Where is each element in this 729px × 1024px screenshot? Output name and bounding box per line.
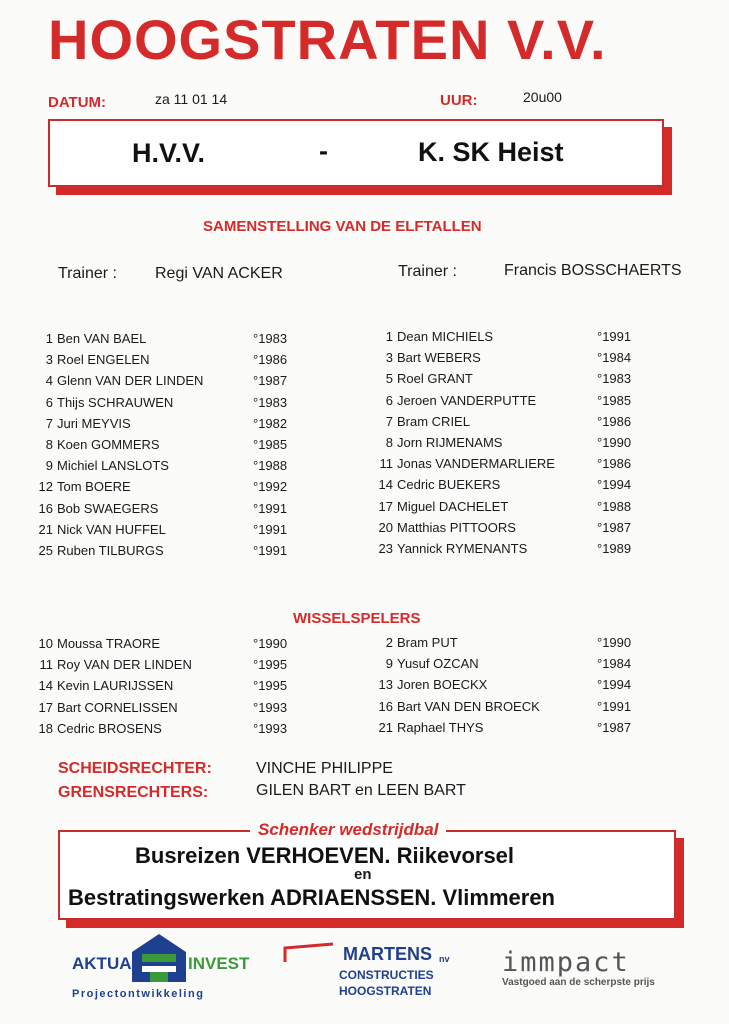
player-name: Glenn VAN DER LINDEN (57, 373, 204, 389)
immpact-logo (500, 947, 690, 997)
player-number: 2 (385, 635, 393, 650)
player-number: 20 (378, 519, 393, 535)
player-row (36, 498, 306, 519)
player-birth-year: °1986 (253, 352, 288, 368)
player-number: 1 (45, 331, 53, 346)
away-trainer-label: Trainer : (398, 263, 457, 280)
martens-sub-1: CONSTRUCTIES (339, 968, 434, 982)
player-name: Bart CORNELISSEN (57, 699, 178, 715)
player-birth-year: °1991 (597, 698, 632, 714)
player-birth-year: °1983 (253, 394, 288, 410)
player-name: Roel ENGELEN (57, 352, 150, 368)
player-number: 21 (378, 719, 393, 735)
referee-name: VINCHE PHILIPPE (256, 760, 393, 777)
player-birth-year: °1984 (597, 350, 632, 366)
player-birth-year: °1988 (597, 498, 632, 514)
player-row (36, 349, 306, 370)
player-number: 7 (385, 413, 393, 429)
player-number: 21 (38, 521, 53, 537)
uur-label: UUR: (440, 92, 478, 109)
player-name: Jeroen VANDERPUTTE (397, 392, 537, 408)
away-trainer: Francis BOSSCHAERTS (504, 262, 682, 279)
player-birth-year: °1983 (253, 331, 288, 346)
lineup-title: SAMENSTELLING VAN DE ELFTALLEN (203, 218, 482, 235)
player-birth-year: °1987 (597, 719, 632, 735)
aktua-text: AKTUA (72, 954, 132, 973)
player-name: Roy VAN DER LINDEN (57, 657, 192, 673)
player-name: Bart WEBERS (397, 350, 481, 366)
player-name: Koen GOMMERS (57, 436, 160, 452)
player-row (376, 368, 646, 389)
player-name: Miguel DACHELET (397, 498, 509, 514)
away-team: K. SK Heist (418, 137, 564, 167)
player-name: Matthias PITTOORS (397, 519, 516, 535)
player-number: 8 (385, 434, 393, 450)
player-row (376, 474, 646, 495)
player-row (376, 674, 646, 695)
immpact-subtitle: Vastgoed aan de scherpste prijs (502, 977, 655, 988)
player-birth-year: °1989 (597, 540, 632, 556)
player-row (36, 392, 306, 413)
home-trainer: Regi VAN ACKER (155, 265, 283, 282)
player-number: 25 (38, 542, 53, 558)
sponsor-line-2: Bestratingswerken ADRIAENSSEN. Vlimmeren (68, 885, 555, 910)
player-name: Cedric BUEKERS (397, 477, 501, 493)
player-number: 3 (385, 350, 393, 366)
player-row (36, 654, 306, 675)
player-row (36, 455, 306, 476)
immpact-text: immpact (502, 947, 630, 978)
martens-logo (283, 942, 483, 1002)
player-row (376, 632, 646, 653)
linesmen-label: GRENSRECHTERS: (58, 784, 209, 801)
player-name: Yusuf OZCAN (397, 656, 479, 672)
player-birth-year: °1986 (597, 413, 632, 429)
player-name: Bob SWAEGERS (57, 500, 159, 516)
player-name: Bram CRIEL (397, 413, 470, 429)
player-birth-year: °1991 (253, 521, 288, 537)
player-number: 4 (45, 373, 53, 389)
player-name: Jonas VANDERMARLIERE (397, 456, 555, 472)
home-lineup-list (36, 328, 306, 561)
player-birth-year: °1983 (597, 371, 632, 387)
player-row (376, 326, 646, 347)
martens-nv: nv (439, 954, 450, 964)
player-birth-year: °1993 (253, 720, 288, 736)
player-number: 17 (378, 498, 393, 514)
player-number: 10 (38, 636, 53, 651)
datum-label: DATUM: (48, 94, 107, 111)
player-row (376, 347, 646, 368)
martens-text: MARTENS (343, 944, 432, 964)
player-birth-year: °1995 (253, 657, 288, 673)
player-birth-year: °1987 (597, 519, 632, 535)
player-row (376, 653, 646, 674)
player-name: Joren BOECKX (397, 677, 488, 693)
player-name: Bram PUT (397, 635, 458, 650)
player-number: 3 (45, 352, 53, 368)
aktua-subtitle: Projectontwikkeling (72, 988, 205, 1000)
player-row (36, 328, 306, 349)
player-birth-year: °1990 (253, 636, 288, 651)
player-number: 9 (45, 458, 53, 474)
player-number: 18 (38, 720, 53, 736)
player-row (36, 718, 306, 739)
player-row (36, 540, 306, 561)
player-birth-year: °1993 (253, 699, 288, 715)
player-row (376, 432, 646, 453)
subs-title: WISSELSPELERS (293, 610, 421, 627)
player-number: 16 (378, 698, 393, 714)
player-row (376, 696, 646, 717)
player-row (36, 633, 306, 654)
aktua-house-icon (128, 932, 190, 984)
player-name: Michiel LANSLOTS (57, 458, 169, 474)
player-row (36, 697, 306, 718)
player-row (376, 453, 646, 474)
player-row (376, 717, 646, 738)
player-number: 14 (378, 477, 393, 493)
player-name: Roel GRANT (397, 371, 473, 387)
player-number: 6 (45, 394, 53, 410)
player-row (36, 434, 306, 455)
home-team: H.V.V. (132, 138, 206, 168)
player-birth-year: °1990 (597, 635, 632, 650)
player-number: 23 (378, 540, 393, 556)
player-row (36, 476, 306, 497)
player-birth-year: °1994 (597, 477, 632, 493)
invest-text: INVEST (188, 954, 250, 973)
player-row (376, 411, 646, 432)
player-birth-year: °1985 (253, 436, 288, 452)
player-name: Kevin LAURIJSSEN (57, 678, 174, 694)
page-title: HOOGSTRATEN V.V. (48, 8, 607, 71)
player-birth-year: °1991 (253, 500, 288, 516)
player-number: 17 (38, 699, 53, 715)
player-birth-year: °1986 (597, 456, 632, 472)
player-row (376, 496, 646, 517)
player-number: 13 (378, 677, 393, 693)
aktua-invest-logo (70, 932, 255, 1004)
player-name: Ruben TILBURGS (57, 542, 164, 558)
player-number: 11 (39, 657, 53, 673)
player-birth-year: °1984 (597, 656, 632, 672)
player-name: Jorn RIJMENAMS (397, 434, 503, 450)
uur-value: 20u00 (523, 89, 562, 105)
player-row (36, 413, 306, 434)
player-birth-year: °1995 (253, 678, 288, 694)
player-name: Cedric BROSENS (57, 720, 162, 736)
player-birth-year: °1991 (597, 329, 632, 344)
player-name: Bart VAN DEN BROECK (397, 698, 540, 714)
home-subs-list (36, 633, 306, 739)
player-number: 9 (385, 656, 393, 672)
player-number: 12 (38, 479, 53, 495)
martens-sub-2: HOOGSTRATEN (339, 984, 432, 998)
player-birth-year: °1990 (597, 434, 632, 450)
player-row (376, 390, 646, 411)
match-separator: - (319, 136, 328, 166)
away-lineup-list (376, 326, 646, 559)
player-name: Yannick RYMENANTS (397, 540, 528, 556)
player-birth-year: °1987 (253, 373, 288, 389)
player-row (36, 370, 306, 391)
datum-value: za 11 01 14 (155, 91, 228, 107)
player-name: Tom BOERE (57, 479, 131, 495)
referee-label: SCHEIDSRECHTER: (58, 760, 212, 777)
player-birth-year: °1991 (253, 542, 288, 558)
player-number: 7 (45, 415, 53, 431)
sponsor-conjunction: en (354, 866, 372, 883)
player-number: 11 (379, 456, 393, 472)
player-name: Raphael THYS (397, 719, 484, 735)
player-birth-year: °1994 (597, 677, 632, 693)
player-number: 16 (38, 500, 53, 516)
player-row (36, 675, 306, 696)
player-name: Ben VAN BAEL (57, 331, 147, 346)
player-number: 1 (385, 329, 393, 344)
player-name: Thijs SCHRAUWEN (57, 394, 174, 410)
sponsor-line-1: Busreizen VERHOEVEN. Riikevorsel (135, 843, 515, 868)
player-birth-year: °1992 (253, 479, 288, 495)
player-name: Moussa TRAORE (57, 636, 161, 651)
player-number: 8 (45, 436, 53, 452)
player-row (376, 538, 646, 559)
player-birth-year: °1988 (253, 458, 288, 474)
away-subs-list (376, 632, 646, 738)
player-name: Juri MEYVIS (57, 415, 131, 431)
player-number: 5 (385, 371, 393, 387)
player-birth-year: °1982 (253, 415, 288, 431)
player-number: 6 (385, 392, 393, 408)
linesmen-names: GILEN BART en LEEN BART (256, 782, 466, 799)
home-trainer-label: Trainer : (58, 265, 117, 282)
player-birth-year: °1985 (597, 392, 632, 408)
player-name: Nick VAN HUFFEL (57, 521, 166, 537)
sponsor-title: Schenker wedstrijdbal (250, 820, 446, 840)
player-row (376, 517, 646, 538)
player-name: Dean MICHIELS (397, 329, 494, 344)
player-row (36, 519, 306, 540)
player-number: 14 (38, 678, 53, 694)
